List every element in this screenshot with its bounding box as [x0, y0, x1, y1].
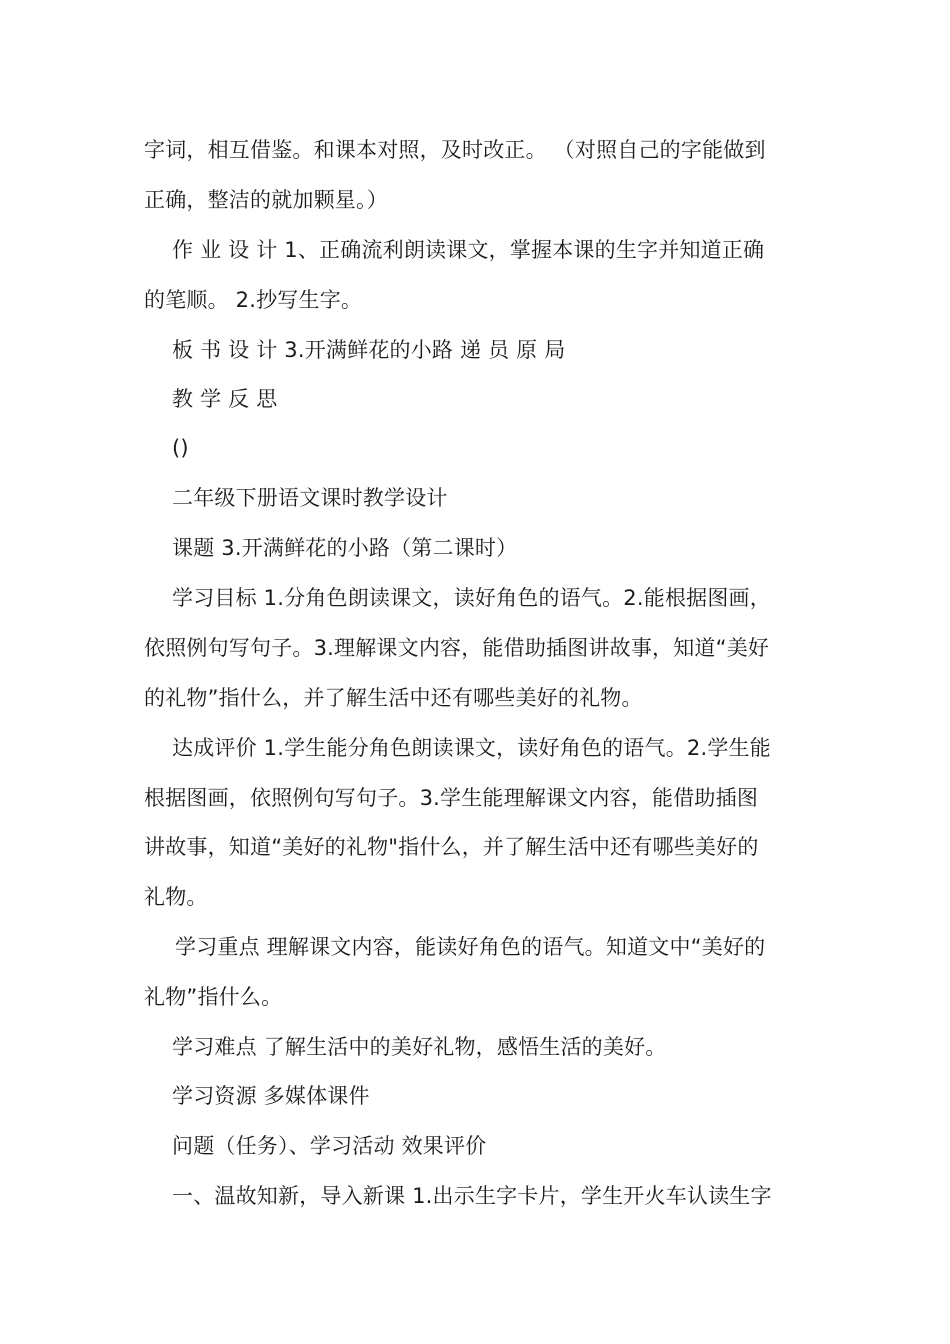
text-line: 字词，相互借鉴。和课本对照，及时改正。 （对照自己的字能做到 [144, 138, 766, 162]
text-line: 学习资源 多媒体课件 [172, 1084, 370, 1108]
text-line: 的笔顺。 2.抄写生字。 [144, 288, 363, 312]
text-line: 学习难点 了解生活中的美好礼物，感悟生活的美好。 [172, 1035, 667, 1059]
text-line: 达成评价 1.学生能分角色朗读课文，读好角色的语气。2.学生能 [172, 736, 771, 760]
text-line: 板 书 设 计 3.开满鲜花的小路 递 员 原 局 [172, 338, 566, 362]
text-line: 教 学 反 思 [172, 387, 278, 411]
text-line: 礼物。 [144, 885, 208, 909]
text-line: 礼物”指什么。 [144, 985, 283, 1009]
text-line: 根据图画，依照例句写句子。3.学生能理解课文内容，能借助插图 [144, 786, 759, 810]
text-line: 讲故事，知道“美好的礼物"指什么，并了解生活中还有哪些美好的 [144, 835, 759, 859]
text-line: () [172, 436, 189, 460]
text-line: 的礼物”指什么，并了解生活中还有哪些美好的礼物。 [144, 686, 643, 710]
text-line: 依照例句写句子。3.理解课文内容，能借助插图讲故事，知道“美好 [144, 636, 770, 660]
text-line: 一、温故知新，导入新课 1.出示生字卡片，学生开火车认读生字 [172, 1184, 772, 1208]
text-line: 正确，整洁的就加颗星。） [144, 188, 388, 212]
text-line: 问题（任务）、学习活动 效果评价 [172, 1134, 487, 1158]
text-line: 作 业 设 计 1、正确流利朗读课文，掌握本课的生字并知道正确 [172, 238, 765, 262]
text-line: 二年级下册语文课时教学设计 [172, 486, 448, 510]
text-line: 学习重点 理解课文内容，能读好角色的语气。知道文中“美好的 [175, 935, 766, 959]
text-line: 课题 3.开满鲜花的小路（第二课时） [172, 536, 518, 560]
text-line: 学习目标 1.分角色朗读课文，读好角色的语气。2.能根据图画， [172, 586, 771, 610]
